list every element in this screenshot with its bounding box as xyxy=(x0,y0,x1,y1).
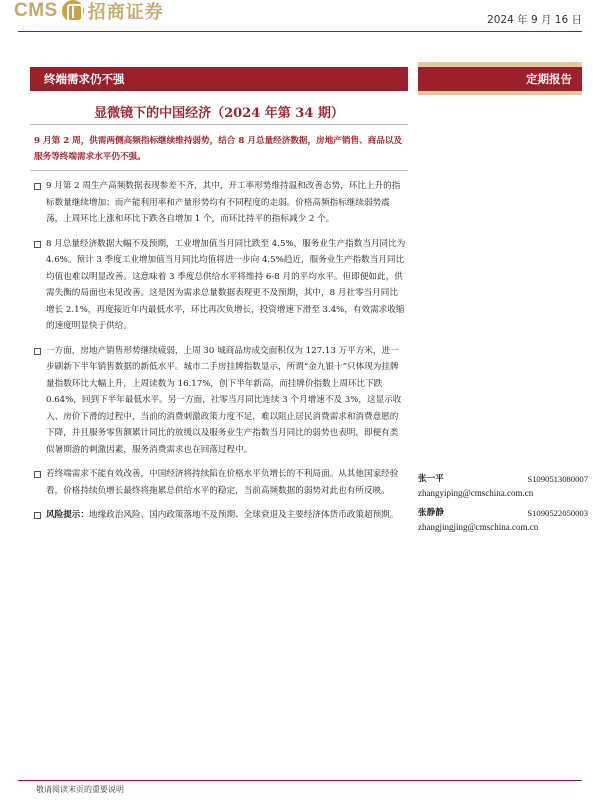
bullet-text: 若终端需求不能有效改善，中国经济将持续陷在价格水平负增长的不利局面。从其他国家经验看，价格持续负增长最终将拖累总供给水平的稳定，当前高频数据的弱势对此也有所反映。 xyxy=(46,469,399,496)
footer-divider xyxy=(18,780,582,781)
logo-chinese-text: 招商证券 xyxy=(87,2,164,23)
side-banner-underline xyxy=(418,91,582,95)
bullet-item xyxy=(34,466,406,499)
analyst-email-link[interactable]: zhangyiping@cmschina.com.cn xyxy=(418,488,534,498)
report-date: 2024 年 9 月 16 日 xyxy=(487,14,582,26)
summary-divider xyxy=(30,170,408,171)
document-title: 显微镜下的中国经济（2024 年第 34 期） xyxy=(94,106,344,121)
analyst-entry xyxy=(418,506,588,534)
bullet-text: 一方面，房地产销售形势继续疲弱，上周 30 城商品房成交面积仅为 127.13 万平方米，进一步刷新下半年销售数据的新低水平。城市二手房挂牌指数显示，所谓“金九银十”只体现为挂牌量指数环比大幅上升，上周读数为 16.17%，创下半年新高，而挂牌价指数上周环比下跌 0.64%，回到下半年最低水平。另一方面，社零当月同比连续 3 个月增速不及 3%，这显示收入、房价下滑的过程中，当前的消费刺激政策力度不足，难以阻止居民消费需求和消费意愿的下降，并且服务零售额累计同比的放缓以及服务业生产指数当月同比的弱势也表明，即便有类似暑期游的刺激因素，服务消费需求也在回落过程中。 xyxy=(46,345,402,455)
logo-latin-text: CMS xyxy=(14,0,58,21)
footer-disclaimer: 敬请阅读末页的重要说明 xyxy=(36,785,124,794)
checkbox-bullet-icon xyxy=(34,471,41,478)
topic-banner xyxy=(30,67,408,91)
title-divider xyxy=(30,124,408,125)
analyst-license-id: S1090522050003 xyxy=(527,508,588,518)
logo-emblem-icon xyxy=(62,0,84,22)
analyst-name: 张静静 xyxy=(418,508,444,518)
report-type-label: 定期报告 xyxy=(526,72,572,86)
bullet-item xyxy=(34,343,406,459)
bullet-item xyxy=(34,178,406,228)
report-header xyxy=(0,0,600,40)
bullet-text: 8 月总量经济数据大幅不及预期，工业增加值当月同比跌至 4.5%，服务业生产指数当月同比为 4.6%。预计 3 季度工业增加值当月同比均值将进一步向 4.5%趋近，服务业生产指数当月同比均值也难以明显改善。这意味着 3 季度总供给水平将维持 6-8 月的平均水平。但即便如此，供需失衡的局面也未见改善。这是因为需求总量数据表现更不及预期，其中，8 月社零当月同比增长 2.1%，再度接近年内最低水平，环比再次负增长，投资增速下滑至 3.4%，有效需求收缩的速度明显快于供给。 xyxy=(46,238,406,331)
bullet-item xyxy=(34,236,406,335)
analyst-panel xyxy=(418,472,588,540)
checkbox-bullet-icon xyxy=(34,512,41,519)
checkbox-bullet-icon xyxy=(34,348,41,355)
analyst-license-id: S1090513080007 xyxy=(527,474,588,484)
summary-paragraph: 9 月第 2 周，供需两侧高频指标继续维持弱势，结合 8 月总量经济数据，房地产销售、商品以及服务等终端需求水平仍不强。 xyxy=(34,136,403,162)
risk-warning-text: 地缘政治风险、国内政策落地不及预期、全球衰退及主要经济体货币政策超预期。 xyxy=(88,510,399,520)
checkbox-bullet-icon xyxy=(34,183,41,190)
topic-banner-label: 终端需求仍不强 xyxy=(44,72,125,86)
analyst-email-link[interactable]: zhangjingjing@cmschina.com.cn xyxy=(418,522,539,532)
bullet-list xyxy=(34,178,406,532)
risk-warning-prefix: 风险提示： xyxy=(46,510,89,520)
bullet-text: 9 月第 2 周生产高频数据表现参差不齐，其中，开工率形势维持温和改善态势，环比上升的指标数量继续增加；而产能利用率和产量形势均有不同程度的走弱。价格高频指标继续弱势震荡，上周环比上涨和环比下跌各自增加 1 个，而环比持平的指标减少 2 个。 xyxy=(46,181,401,224)
report-type-banner xyxy=(418,67,582,91)
analyst-entry xyxy=(418,472,588,500)
company-logo xyxy=(14,0,164,22)
risk-warning-item xyxy=(34,507,406,524)
analyst-name: 张一平 xyxy=(418,474,444,484)
header-divider xyxy=(18,31,582,32)
checkbox-bullet-icon xyxy=(34,241,41,248)
